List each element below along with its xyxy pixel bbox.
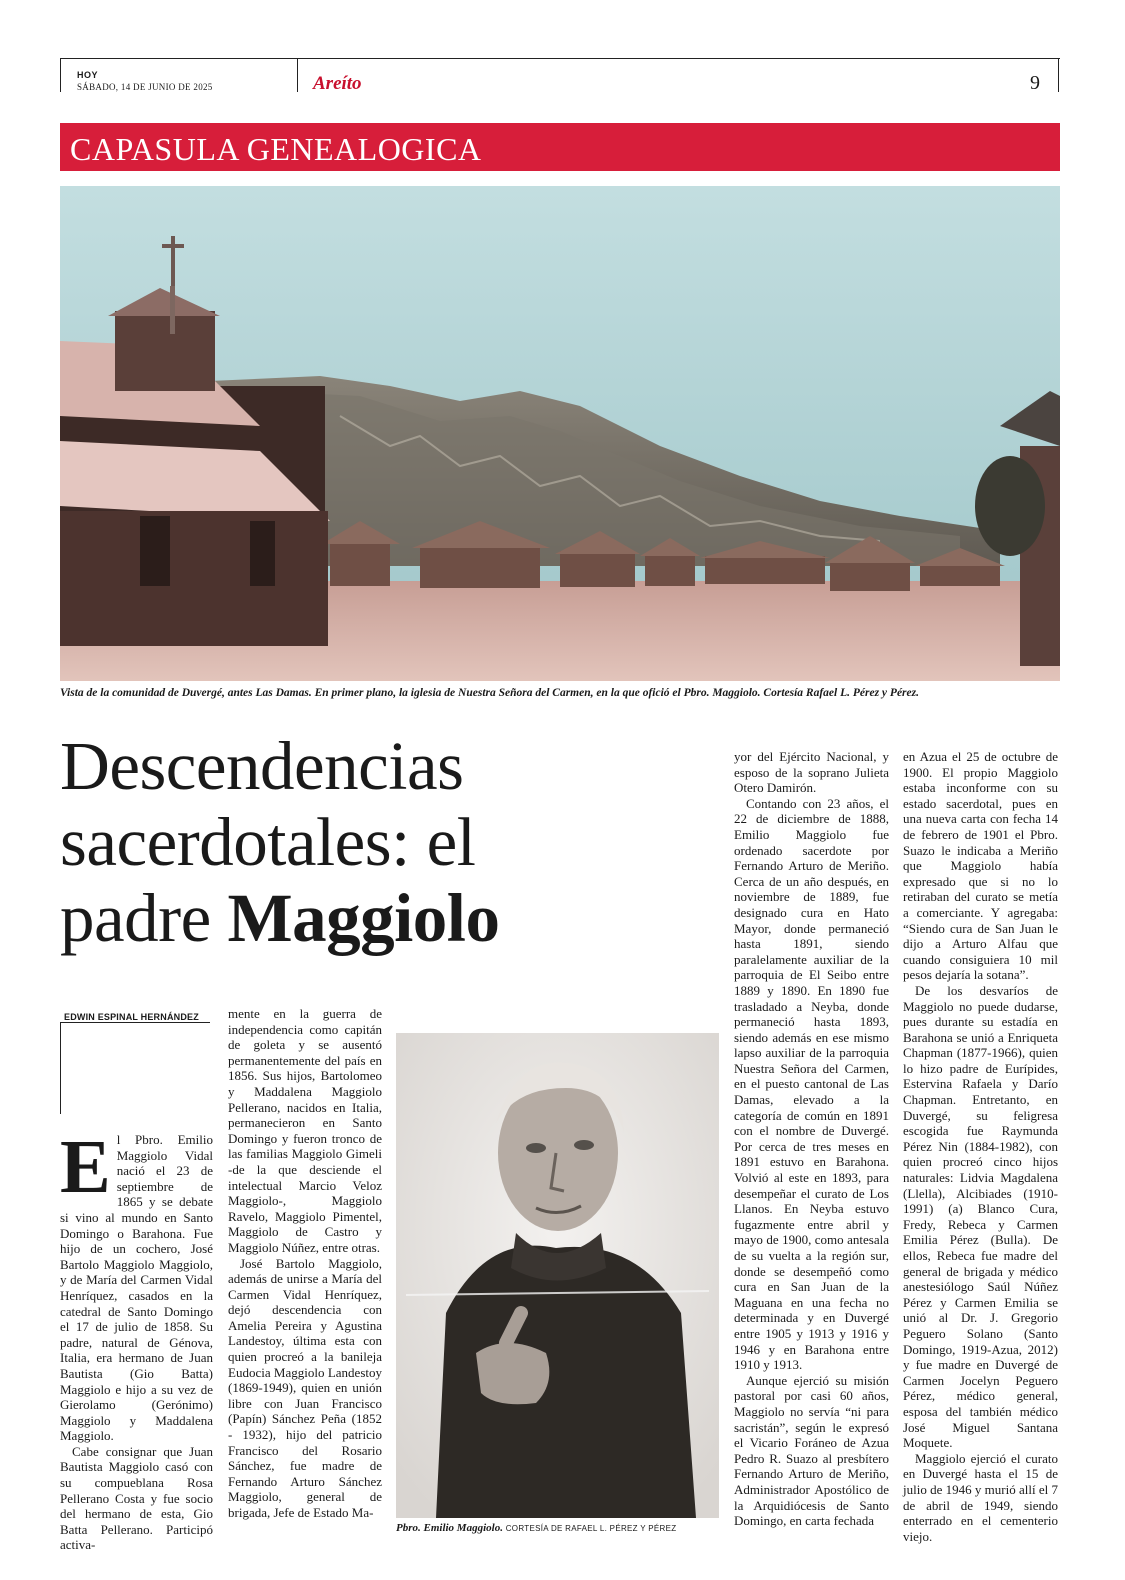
page-number: 9 xyxy=(1030,72,1040,94)
article-paragraph: en Azua el 25 de octubre de 1900. El propio Maggiolo estaba inconforme con su estado sacerdotal, pues en una nueva carta con fecha 14 de febrero de 1901 el Pbro. Suazo le indicaba a Meriño que Maggiolo había expresado que si no lo retiraban del curato se metía a comerciante. Y agregaba: “Siendo cura de San Juan le dijo a Arturo Alfau que cuando consiguiera 10 mil pesos dejaría la sotana”. xyxy=(903,749,1058,983)
portrait-caption-name: Pbro. Emilio Maggiolo. xyxy=(396,1522,503,1534)
header-divider xyxy=(60,58,61,92)
section-banner-title: CAPASULA GENEALOGICA xyxy=(70,131,482,167)
article-paragraph: Cabe consignar que Juan Bautista Maggiolo casó con su compueblana Rosa Pellerano Costa y fue socio del hermano de esta, Gio Batta Pellerano. Participó activa- xyxy=(60,1443,213,1553)
article-column-4 xyxy=(903,749,1058,1544)
headline-line-3: padre xyxy=(60,880,228,956)
headline-line-2: sacerdotales: el xyxy=(60,804,476,880)
byline: EDWIN ESPINAL HERNÁNDEZ xyxy=(64,1012,199,1022)
duverge-photo-illustration xyxy=(60,186,1060,681)
article-paragraph: Maggiolo ejerció el curato en Duvergé hasta el 15 de julio de 1946 y murió allí el 7 de abril de 1949, siendo enterrado en el cementerio viejo. xyxy=(903,1450,1058,1544)
article-headline xyxy=(60,728,680,956)
header-divider xyxy=(1058,58,1059,92)
article-column-1 xyxy=(60,1125,213,1553)
byline-divider xyxy=(60,1022,61,1114)
article-paragraph: De los desvaríos de Maggiolo no puede dudarse, pues durante su estadía en Barahona se unió a Enriqueta Chapman (1877-1966), quien lo hizo padre de Eurípides, Estervina Rafaela y Darío Chapman. Entretanto, en Duvergé, su feligresa escogida fue Raymunda Pérez Nin (1884-1982), con quien procreó cinco hijos naturales: Lidvia Magdalena (Llella), Alcibiades (1910-1991) (a) Blanco Cura, Fredy, Rebeca y Carmen Emilia Pérez (Bulla). De ellos, Rebeca fue madre del general de brigada y médico anestesiólogo Saúl Núñez Pérez y Carmen Emilia se unió al Dr. J. Gregorio Peguero Solano (Santo Domingo, 1919-Azua, 2012) y fue madre en Duvergé de Carmen Jocelyn Peguero Pérez, médico general, esposa del también médico José Miguel Santana Moquete. xyxy=(903,982,1058,1451)
publication-name: HOY xyxy=(77,70,99,80)
duverge-photo xyxy=(60,186,1060,681)
portrait-illustration xyxy=(396,1033,719,1518)
maggiolo-portrait xyxy=(396,1033,719,1518)
section-banner xyxy=(60,123,1060,171)
byline-rule xyxy=(60,1022,210,1023)
section-name: Areíto xyxy=(313,73,362,94)
portrait-caption xyxy=(396,1522,726,1534)
headline-name: Maggiolo xyxy=(227,880,500,956)
header-divider xyxy=(297,58,298,92)
photo-caption: Vista de la comunidad de Duvergé, antes Las Damas. En primer plano, la iglesia de Nuestra Señora del Carmen, en la que ofició el Pbro. Maggiolo. Cortesía Rafael L. Pérez y Pérez. xyxy=(60,687,919,699)
article-paragraph: José Bartolo Maggiolo, además de unirse a María del Carmen Vidal Henríquez, dejó descendencia con Amelia Pereira y Agustina Landestoy, última esta con quien procreó a la banileja Eudocia Maggiolo Landestoy (1869-1949), quien en unión libre con Juan Francisco (Papín) Sánchez Peña (1852 - 1932), hijo del patricio Francisco del Rosario Sánchez, fue madre de Fernando Arturo Sánchez Maggiolo, general de brigada, Jefe de Estado Ma- xyxy=(228,1255,382,1520)
article-paragraph: Aunque ejerció su misión pastoral por casi 60 años, Maggiolo no servía “ni para sacristán”, según le expresó el Vicario Foráneo de Azua Pedro R. Suazo al presbítero Fernando Arturo de Meriño, Administrador Apostólico de la Arquidiócesis de Santo Domingo, en carta fechada xyxy=(734,1372,889,1529)
portrait-caption-credit: CORTESÍA DE RAFAEL L. PÉREZ Y PÉREZ xyxy=(505,1524,677,1533)
article-paragraph: mente en la guerra de independencia como capitán de goleta y se ausentó permanentemente del país en 1856. Sus hijos, Bartolomeo y Maddalena Maggiolo Pellerano, nacidos en Italia, permanecieron en Santo Domingo y fueron tronco de las familias Maggiolo Gimeli -de la que desciende el intelectual Marcio Veloz Maggiolo-, Maggiolo Ravelo, Maggiolo Pimentel, Maggiolo de Castro y Maggiolo Núñez, entre otras. xyxy=(228,1006,382,1255)
article-column-3 xyxy=(734,749,889,1529)
article-paragraph: yor del Ejército Nacional, y esposo de la soprano Julieta Otero Damirón. xyxy=(734,749,889,796)
article-paragraph: Contando con 23 años, el 22 de diciembre de 1888, Emilio Maggiolo fue ordenado sacerdote por Fernando Arturo de Meriño. Cerca de un año después, en noviembre de 1889, fue designado cura en Hato Mayor, donde permaneció hasta 1891, siendo paralelamente auxiliar de la parroquia de El Seibo entre 1889 y 1890. En 1890 fue trasladado a Neyba, donde permaneció hasta 1893, siendo además en ese mismo lapso auxiliar de la parroquia Nuestra Señora del Carmen, en el puesto cantonal de Las Damas, elevado a la categoría de común en 1891 con el nombre de Duvergé. Por cerca de tres meses en 1891 estuvo en Barahona. Volvió al este en 1893, para desempeñar el curato de Los Llanos. En Neyba estuvo fugazmente entre abril y mayo de 1900, como antesala de su vuelta a la región sur, donde se desempeñó como cura en San Juan de la Maguana en una fecha no determinada y en Duvergé entre 1905 y 1913 y 1916 y 1946 y en Barahona entre 1910 y 1913. xyxy=(734,795,889,1373)
headline-line-1: Descendencias xyxy=(60,728,464,804)
article-paragraph: El Pbro. Emilio Maggiolo Vidal nació el 23 de septiembre de 1865 y se debate si vino al mundo en Santo Domingo o Barahona. Fue hijo de un cochero, José Bartolo Maggiolo Maggiolo, y de María del Carmen Vidal Henríquez, casados en la catedral de Santo Domingo el 17 de julio de 1858. Su padre, natural de Génova, Italia, era hermano de Juan Bautista (Gio Batta) Maggiolo e hijo a su vez de Gierolamo (Gerónimo) Maggiolo y Maddalena Maggiolo. xyxy=(60,1125,213,1444)
drop-cap: E xyxy=(60,1125,111,1209)
article-column-2 xyxy=(228,1006,382,1521)
header-rule xyxy=(60,58,1060,59)
publication-date: SÁBADO, 14 DE JUNIO DE 2025 xyxy=(77,82,213,92)
